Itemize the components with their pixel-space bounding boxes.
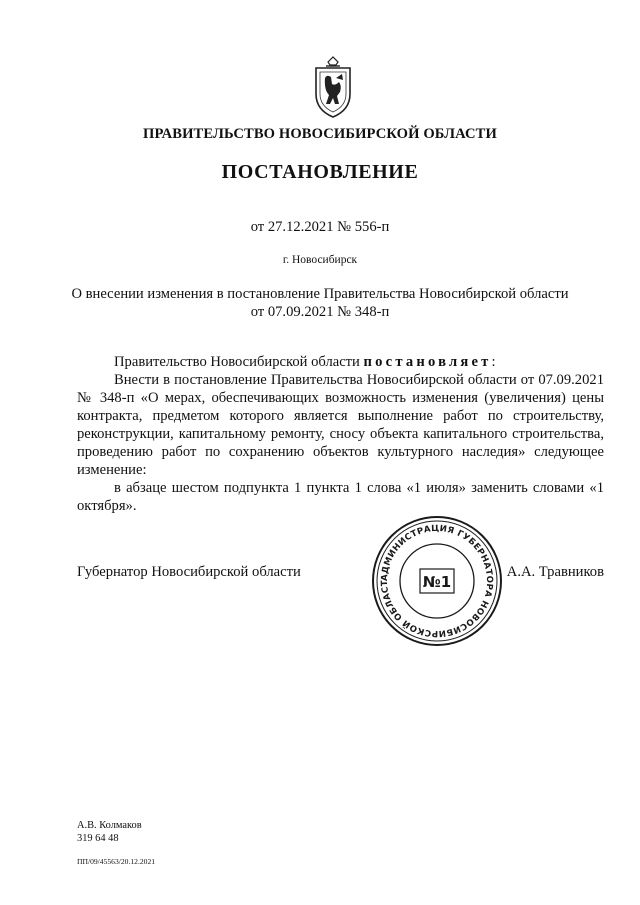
decree-colon: : <box>491 354 496 370</box>
document-date-number: от 27.12.2021 № 556-п <box>250 219 390 235</box>
seal-number: №1 <box>422 573 452 591</box>
document-city: г. Новосибирск <box>282 254 358 266</box>
body-paragraph-2: в абзаце шестом подпункта 1 пункта 1 слова «1 июля» заменить словами «1 октября». <box>77 480 604 514</box>
signatory-name: А.А. Травников <box>506 564 604 580</box>
seal-ring-text: АДМИНИСТРАЦИЯ ГУБЕРНАТОРА НОВОСИБИРСКОЙ ОБЛАСТ <box>379 523 495 639</box>
government-name: ПРАВИТЕЛЬСТВО НОВОСИБИРСКОЙ ОБЛАСТИ <box>143 126 497 142</box>
subject-line-2: от 07.09.2021 № 348-п <box>250 304 390 320</box>
subject-line-1: О внесении изменения в постановление Правительства Новосибирской области <box>71 286 569 302</box>
document-type-title: ПОСТАНОВЛЕНИЕ <box>221 161 419 183</box>
decree-intro-line <box>77 353 604 371</box>
body-paragraph-1: Внести в постановление Правительства Новосибирской области от 07.09.2021 № 348-п «О мерах, обеспечивающих возможность изменения (увеличения) цены контракта, предметом которого является выполнение работ по строительству, реконструкции, капитальному ремонту, сносу объекта капитального строительства, проведению работ по сохранению объектов культурного наследия» следующее изменение: <box>77 372 604 478</box>
official-seal-stamp <box>369 513 505 649</box>
signatory-position: Губернатор Новосибирской области <box>77 564 301 580</box>
executor-name: А.В. Колмаков <box>77 820 142 831</box>
executor-phone: 319 64 48 <box>77 833 119 844</box>
document-code: ПП/09/45563/20.12.2021 <box>77 857 156 866</box>
decree-intro-text: Правительство Новосибирской области <box>114 354 360 370</box>
decree-word: постановляет <box>363 354 492 370</box>
coat-of-arms-icon <box>312 56 354 120</box>
